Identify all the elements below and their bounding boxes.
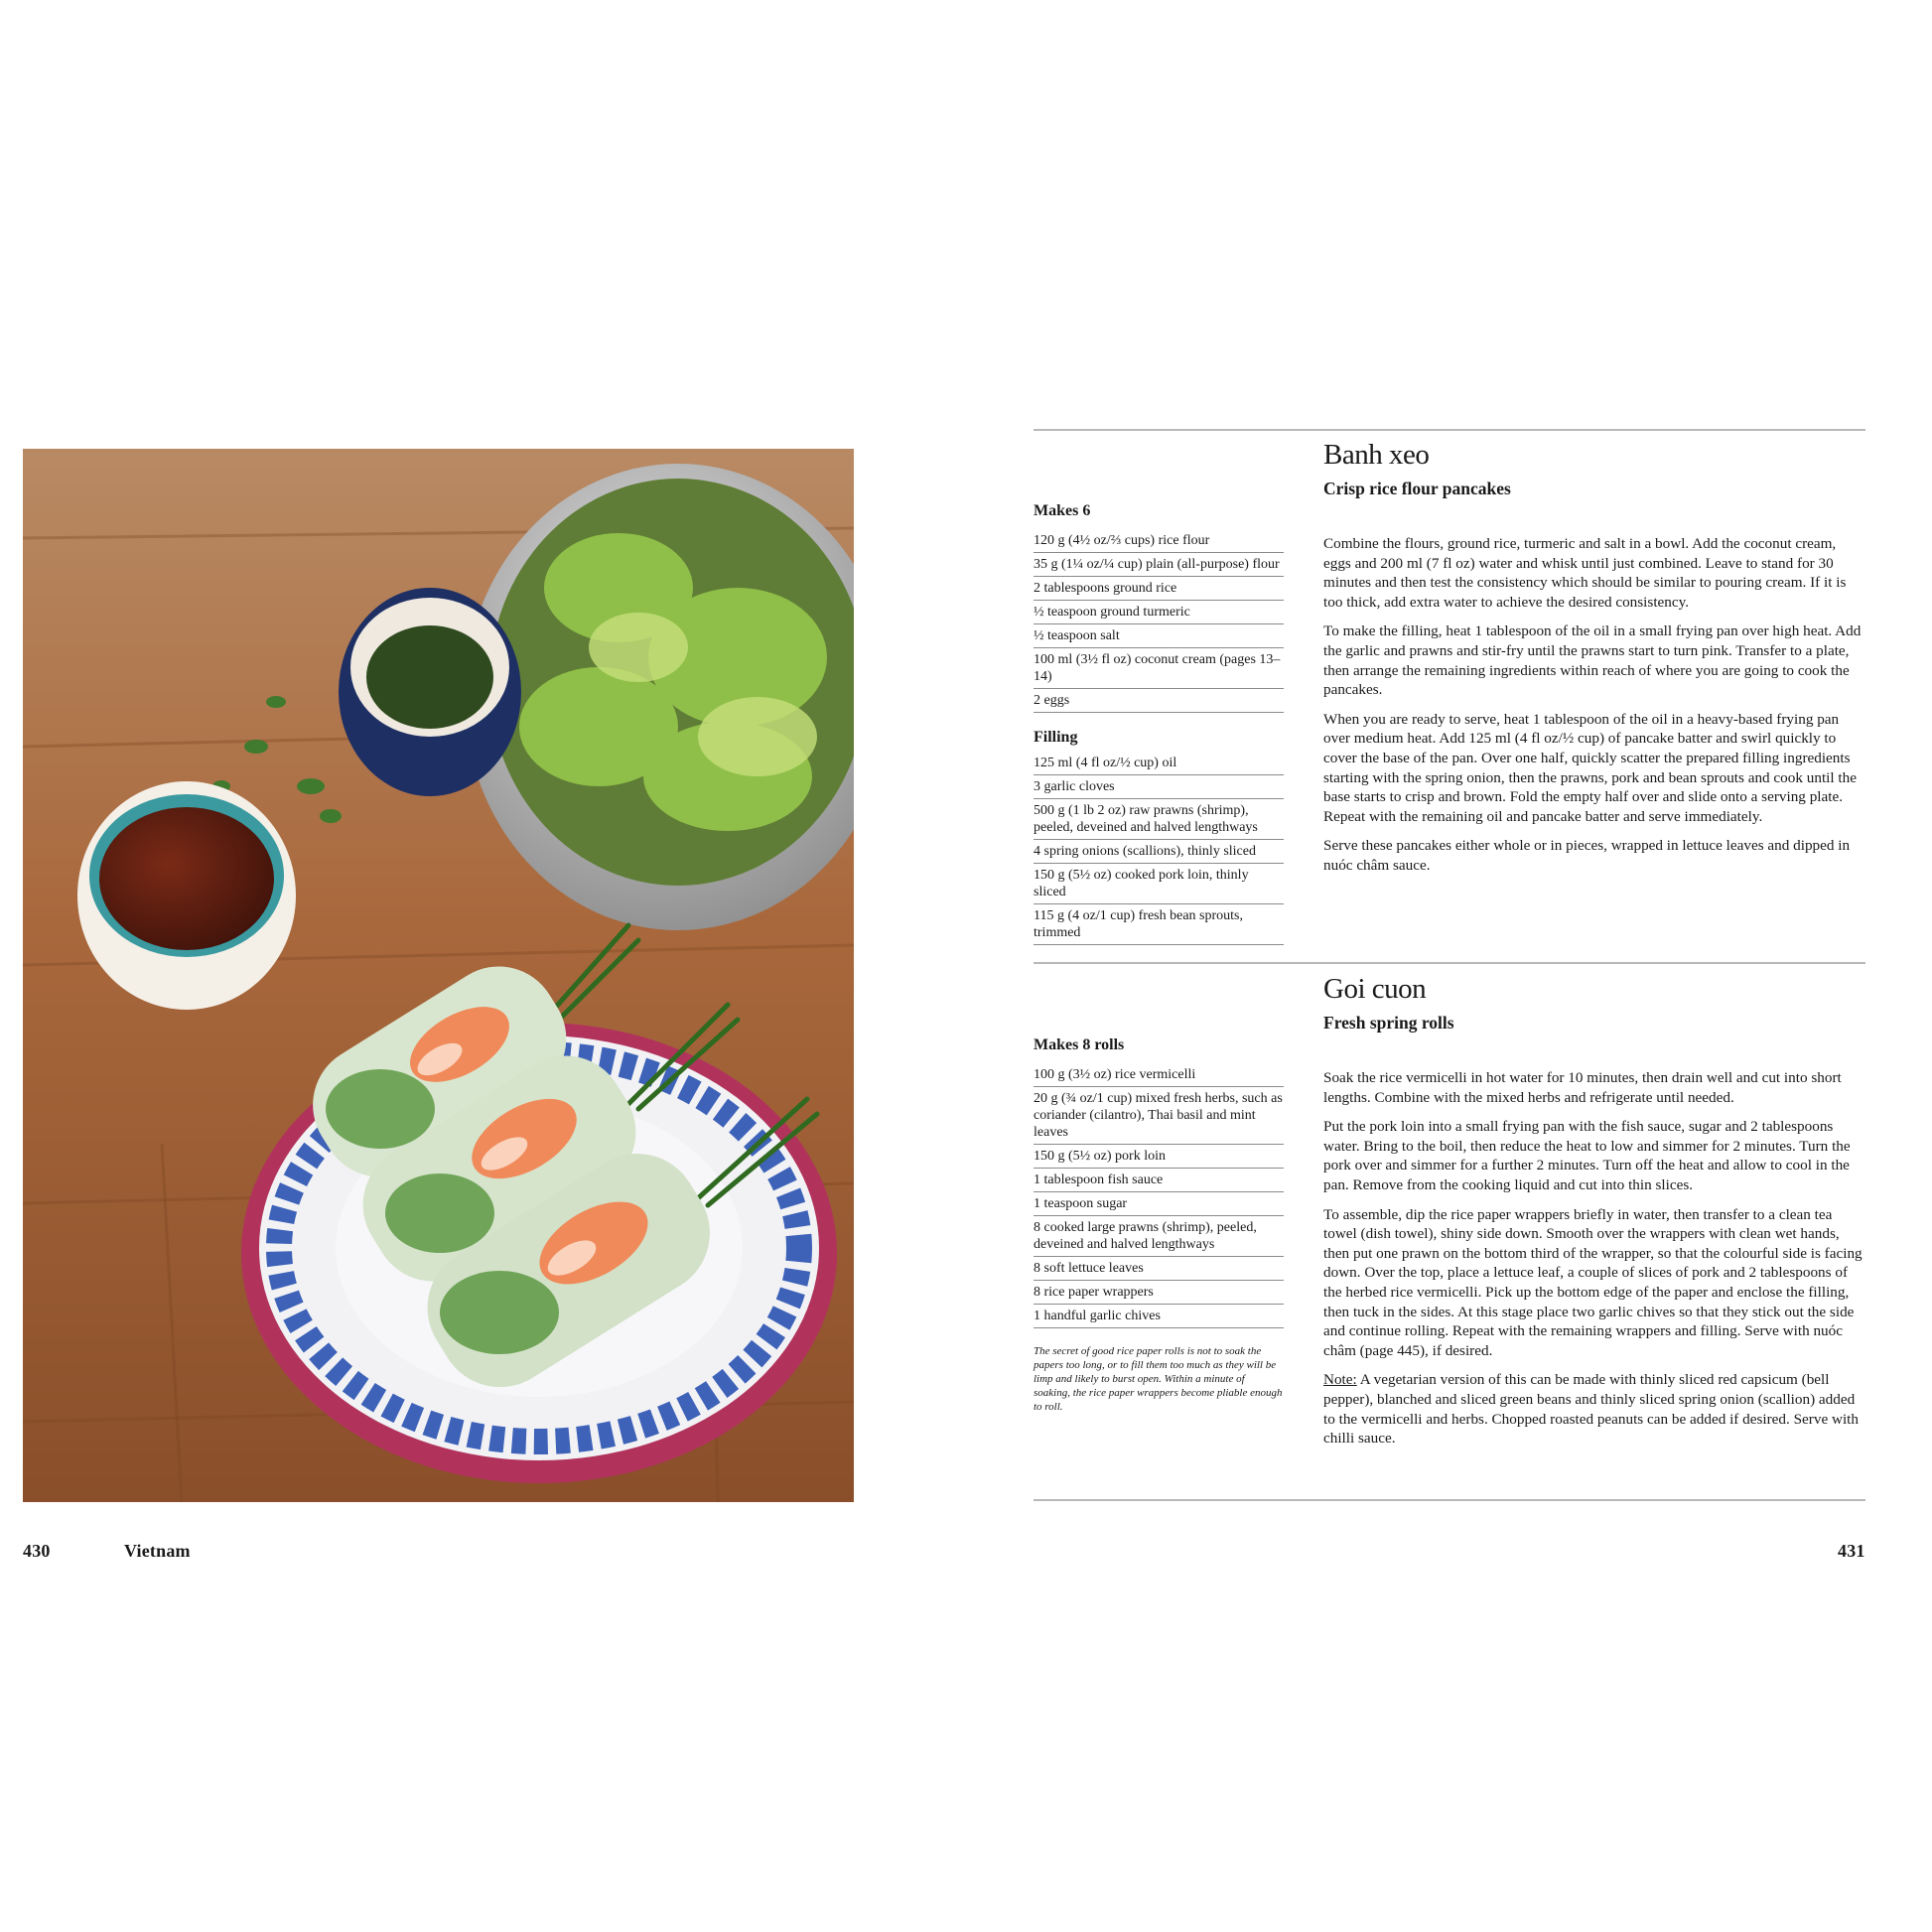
recipe-tip: The secret of good rice paper rolls is not to soak the papers too long, or to fill them too much as they will be limp and likely to burst open. Within a minute of soaking, the rice paper wrappers become pliable enough to roll. (1034, 1345, 1283, 1413)
ingredient-item: 100 ml (3½ fl oz) coconut cream (pages 13–14) (1034, 648, 1284, 689)
ingredient-item: 20 g (¾ oz/1 cup) mixed fresh herbs, such as coriander (cilantro), Thai basil and mint leaves (1034, 1087, 1284, 1145)
ingredient-item: 1 teaspoon sugar (1034, 1192, 1284, 1216)
divider-rule-middle (1034, 962, 1865, 964)
method-text (1323, 1068, 1864, 1458)
yield-label: Makes 6 (1034, 502, 1091, 519)
recipe-subtitle: Crisp rice flour pancakes (1323, 479, 1511, 498)
chapter-running-head: Vietnam (124, 1541, 191, 1561)
ingredient-item: 100 g (3½ oz) rice vermicelli (1034, 1063, 1284, 1087)
ingredient-item: 125 ml (4 fl oz/½ cup) oil (1034, 752, 1284, 775)
ingredient-item: 150 g (5½ oz) pork loin (1034, 1145, 1284, 1169)
ingredient-item: ½ teaspoon ground turmeric (1034, 601, 1284, 624)
left-page-number: 430 (23, 1541, 51, 1561)
ingredient-item: 4 spring onions (scallions), thinly sliced (1034, 840, 1284, 864)
ingredient-item: 120 g (4½ oz/⅔ cups) rice flour (1034, 529, 1284, 553)
method-note (1323, 1370, 1864, 1448)
method-text (1323, 534, 1864, 886)
yield-label: Makes 8 rolls (1034, 1036, 1125, 1053)
divider-rule-top (1034, 429, 1865, 431)
ingredient-item: 150 g (5½ oz) cooked pork loin, thinly sliced (1034, 864, 1284, 904)
method-paragraph: To make the filling, heat 1 tablespoon of the oil in a small frying pan over high heat. Add the garlic and prawns and stir-fry until the prawns start to turn pink. Transfer to a plate, then arrange the remaining ingredients within reach of where you are going to cook the pancakes. (1323, 622, 1862, 699)
right-page-number: 431 (1838, 1541, 1865, 1561)
method-paragraph: Put the pork loin into a small frying pan with the fish sauce, sugar and 2 tablespoons water. Bring to the boil, then reduce the heat to low and simmer for 2 minutes. Turn the pork over and simmer for a further 2 minutes. Turn off the heat and allow to cool in the pan. Remove from the cooking liquid and cut into thin slices. (1323, 1118, 1851, 1193)
spring-rolls-photo (23, 449, 854, 1502)
ingredient-item: 1 handful garlic chives (1034, 1305, 1284, 1328)
note-label: Note: (1323, 1371, 1357, 1389)
ingredient-item: 500 g (1 lb 2 oz) raw prawns (shrimp), peeled, deveined and halved lengthways (1034, 799, 1284, 840)
recipe-title: Goi cuon (1323, 973, 1427, 1005)
method-paragraph: To assemble, dip the rice paper wrappers briefly in water, then transfer to a clean tea towel (dish towel), shiny side down. Smooth over the wrappers with clean wet hands, then put one prawn on the bottom third of the wrapper, so that the colourful side is facing down. Over the top, place a lettuce leaf, a couple of slices of pork and 2 tablespoons of the herbed rice vermicelli. Pick up the bottom edge of the paper and enclose the filling, then tuck in the sides. At this stage place two garlic chives so that they stick out the side and continue rolling. Repeat with the remaining wrappers and filling. Serve with nuóc châm (page 445), if desired. (1323, 1205, 1863, 1359)
ingredient-item: 35 g (1¼ oz/¼ cup) plain (all-purpose) flour (1034, 553, 1284, 577)
ingredient-item: 8 soft lettuce leaves (1034, 1257, 1284, 1281)
ingredient-item: 3 garlic cloves (1034, 775, 1284, 799)
recipe-title: Banh xeo (1323, 439, 1430, 471)
ingredient-list (1034, 1063, 1284, 1328)
filling-list (1034, 752, 1284, 945)
method-paragraph: Serve these pancakes either whole or in pieces, wrapped in lettuce leaves and dipped in nuóc châm sauce. (1323, 837, 1851, 874)
method-paragraph: Combine the flours, ground rice, turmeric and salt in a bowl. Add the coconut cream, eggs and 200 ml (7 fl oz) water and whisk until just combined. Leave to stand for 30 minutes and then test the consistency which should be similar to pouring cream. If it is too thick, add extra water to achieve the desired consistency. (1323, 535, 1847, 611)
method-paragraph: When you are ready to serve, heat 1 tablespoon of the oil in a heavy-based frying pan over medium heat. Add 125 ml (4 fl oz/½ cup) of pancake batter and swirl quickly to cover the base of the pan. Over one half, quickly scatter the prepared filling ingredients starting with the spring onion, then the prawns, pork and bean sprouts and cook until the base starts to crisp and brown. Fold the empty half over and slide onto a serving plate. Repeat with the remaining oil and pancake batter and serve immediately. (1323, 710, 1857, 825)
note-text: A vegetarian version of this can be made with thinly sliced red capsicum (bell pepper), blanched and sliced green beans and thinly sliced spring onion (scallion) added to the vermicelli and herbs. Chopped roasted peanuts can be added if desired. Serve with chilli sauce. (1323, 1371, 1859, 1448)
recipe-subtitle: Fresh spring rolls (1323, 1013, 1454, 1033)
ingredients-column (1034, 1036, 1284, 1414)
photo-illustration (23, 449, 854, 1502)
ingredient-item: 8 cooked large prawns (shrimp), peeled, deveined and halved lengthways (1034, 1216, 1284, 1257)
ingredient-item: ½ teaspoon salt (1034, 624, 1284, 648)
ingredient-item: 1 tablespoon fish sauce (1034, 1169, 1284, 1192)
ingredient-item: 8 rice paper wrappers (1034, 1281, 1284, 1305)
ingredient-item: 2 tablespoons ground rice (1034, 577, 1284, 601)
divider-rule-bottom (1034, 1499, 1865, 1501)
method-paragraph: Soak the rice vermicelli in hot water for 10 minutes, then drain well and cut into short lengths. Combine with the mixed herbs and refrigerate until needed. (1323, 1069, 1842, 1106)
ingredient-list (1034, 529, 1284, 713)
ingredient-item: 2 eggs (1034, 689, 1284, 713)
ingredient-item: 115 g (4 oz/1 cup) fresh bean sprouts, trimmed (1034, 904, 1284, 945)
filling-heading: Filling (1034, 729, 1078, 746)
ingredients-column (1034, 502, 1284, 945)
